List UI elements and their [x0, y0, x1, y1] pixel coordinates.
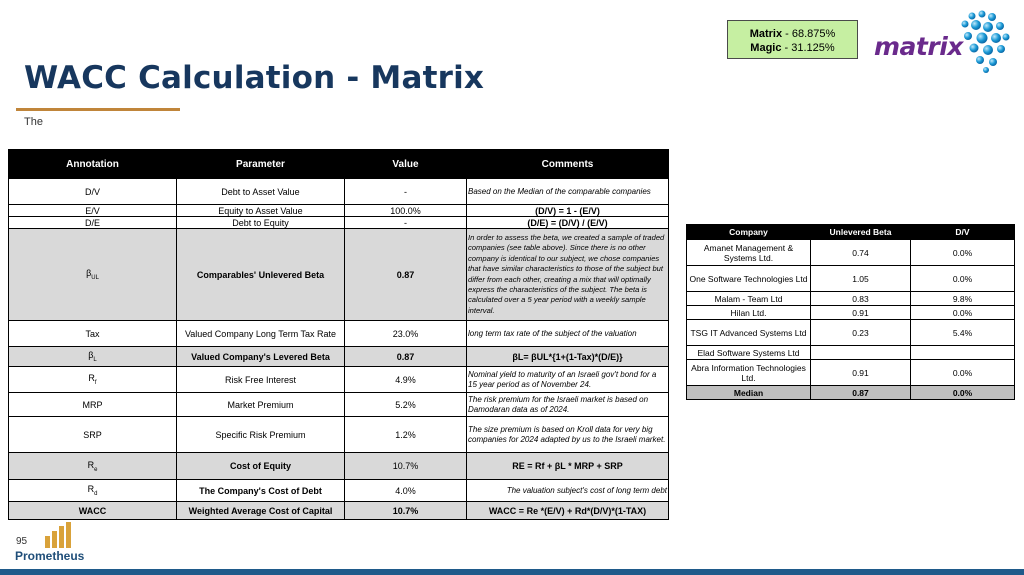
row-annotation: Tax	[9, 321, 177, 347]
bottom-bar	[0, 569, 1024, 575]
header-annotation: Annotation	[9, 150, 177, 179]
row-comment: Nominal yield to maturity of an Israeli gov't bond for a 15 year period as of November 24.	[467, 367, 669, 393]
row-value: 4.9%	[345, 367, 467, 393]
company-name: Amanet Management & Systems Ltd.	[687, 240, 811, 266]
company-dv: 9.8%	[911, 292, 1015, 306]
row-value: 1.2%	[345, 417, 467, 453]
company-name: Malam - Team Ltd	[687, 292, 811, 306]
row-value: 0.87	[345, 229, 467, 321]
company-dv: 5.4%	[911, 320, 1015, 346]
row-annotation: SRP	[9, 417, 177, 453]
company-beta: 0.74	[811, 240, 911, 266]
company-name: Abra Information Technologies Ltd.	[687, 360, 811, 386]
row-parameter: Debt to Equity	[177, 217, 345, 229]
row-parameter: Weighted Average Cost of Capital	[177, 502, 345, 520]
row-value: 4.0%	[345, 480, 467, 502]
row-comment: βL= βUL*{1+(1-Tax)*(D/E)}	[467, 347, 669, 367]
table-row	[687, 306, 1015, 320]
table-row	[9, 453, 669, 480]
header-comments: Comments	[467, 150, 669, 179]
row-comment: The risk premium for the Israeli market is based on Damodaran data as of 2024.	[467, 393, 669, 417]
header-dv: D/V	[911, 225, 1015, 240]
row-parameter: Specific Risk Premium	[177, 417, 345, 453]
page-title: WACC Calculation - Matrix	[24, 60, 485, 96]
table-row	[687, 320, 1015, 346]
table-row	[9, 217, 669, 229]
ownership-box	[727, 20, 858, 59]
row-value: 100.0%	[345, 205, 467, 217]
company-name: Hilan Ltd.	[687, 306, 811, 320]
wacc-table	[8, 149, 669, 520]
row-comment: The valuation subject's cost of long term debt	[467, 480, 669, 502]
page-number: 95	[16, 536, 28, 547]
table-row	[9, 393, 669, 417]
row-annotation: $R_e$	[9, 453, 177, 480]
table-row	[687, 240, 1015, 266]
title-underline	[16, 108, 180, 111]
bar-chart-icon	[45, 522, 79, 548]
table-row	[687, 360, 1015, 386]
row-value: 10.7%	[345, 502, 467, 520]
median-beta: 0.87	[811, 386, 911, 400]
table-row	[9, 205, 669, 217]
row-annotation: $\beta_{UL}$	[9, 229, 177, 321]
row-parameter: Valued Company's Levered Beta	[177, 347, 345, 367]
header-value: Value	[345, 150, 467, 179]
matrix-logo-text: matrix	[874, 32, 963, 61]
header-parameter: Parameter	[177, 150, 345, 179]
row-annotation: $R_d$	[9, 480, 177, 502]
row-value: 0.87	[345, 347, 467, 367]
row-annotation: $\beta_L$	[9, 347, 177, 367]
company-beta: 0.83	[811, 292, 911, 306]
median-dv: 0.0%	[911, 386, 1015, 400]
company-name: One Software Technologies Ltd	[687, 266, 811, 292]
row-comment: Based on the Median of the comparable companies	[467, 179, 669, 205]
row-comment: (D/V) = 1 - (E/V)	[467, 205, 669, 217]
company-dv: 0.0%	[911, 306, 1015, 320]
row-parameter: Cost of Equity	[177, 453, 345, 480]
row-value: 10.7%	[345, 453, 467, 480]
row-parameter: Equity to Asset Value	[177, 205, 345, 217]
company-name: TSG IT Advanced Systems Ltd	[687, 320, 811, 346]
company-dv: 0.0%	[911, 266, 1015, 292]
row-annotation: WACC	[9, 502, 177, 520]
row-parameter: Market Premium	[177, 393, 345, 417]
company-beta: 1.05	[811, 266, 911, 292]
row-parameter: The Company's Cost of Debt	[177, 480, 345, 502]
row-parameter: Valued Company Long Term Tax Rate	[177, 321, 345, 347]
company-beta: 0.91	[811, 360, 911, 386]
row-annotation: MRP	[9, 393, 177, 417]
table-row	[9, 417, 669, 453]
table-row	[9, 229, 669, 321]
row-comment: In order to assess the beta, we created a sample of traded companies (see table above). Since there is no other company is identical to our subject, we chose companies that have similar characteristics to those of the subject but differ from each other, creating a mix that will optimally express the characteristics of the subject. The beta is calculated over a 5 year period with a weekly sample interval.	[467, 229, 669, 321]
wacc-table-header	[9, 150, 669, 179]
row-parameter: Comparables' Unlevered Beta	[177, 229, 345, 321]
table-row	[9, 347, 669, 367]
company-dv: 0.0%	[911, 360, 1015, 386]
table-row	[9, 502, 669, 520]
row-comment: The size premium is based on Kroll data for very big companies for 2024 adapted by us to the Israeli market.	[467, 417, 669, 453]
table-row	[687, 346, 1015, 360]
median-label: Median	[687, 386, 811, 400]
dots-icon	[958, 10, 1024, 74]
header-unlevered-beta: Unlevered Beta	[811, 225, 911, 240]
table-row	[9, 321, 669, 347]
row-parameter: Debt to Asset Value	[177, 179, 345, 205]
row-parameter: Risk Free Interest	[177, 367, 345, 393]
row-annotation: D/E	[9, 217, 177, 229]
row-value: -	[345, 179, 467, 205]
company-dv	[911, 346, 1015, 360]
company-dv: 0.0%	[911, 240, 1015, 266]
company-beta: 0.23	[811, 320, 911, 346]
row-value: 5.2%	[345, 393, 467, 417]
company-name: Elad Software Systems Ltd	[687, 346, 811, 360]
table-row	[687, 266, 1015, 292]
table-row	[9, 367, 669, 393]
table-row	[687, 292, 1015, 306]
brand-name: Prometheus	[15, 549, 85, 563]
ownership-line-magic: Magic - 31.125%	[750, 42, 835, 54]
row-annotation: D/V	[9, 179, 177, 205]
median-row	[687, 386, 1015, 400]
row-comment: long term tax rate of the subject of the valuation	[467, 321, 669, 347]
row-annotation: $R_f$	[9, 367, 177, 393]
matrix-logo	[874, 10, 1024, 74]
prometheus-logo	[15, 522, 115, 562]
header-company: Company	[687, 225, 811, 240]
row-comment: (D/E) = (D/V) / (E/V)	[467, 217, 669, 229]
row-annotation: E/V	[9, 205, 177, 217]
table-row	[9, 179, 669, 205]
table-row	[9, 480, 669, 502]
company-beta	[811, 346, 911, 360]
row-value: 23.0%	[345, 321, 467, 347]
page-subtitle: The	[24, 116, 43, 128]
comparables-table	[686, 224, 1015, 400]
row-comment: WACC = Re *(E/V) + Rd*(D/V)*(1-TAX)	[467, 502, 669, 520]
comparables-header	[687, 225, 1015, 240]
company-beta: 0.91	[811, 306, 911, 320]
ownership-line-matrix: Matrix - 68.875%	[749, 28, 836, 40]
row-value: -	[345, 217, 467, 229]
row-comment: RE = Rf + βL * MRP + SRP	[467, 453, 669, 480]
